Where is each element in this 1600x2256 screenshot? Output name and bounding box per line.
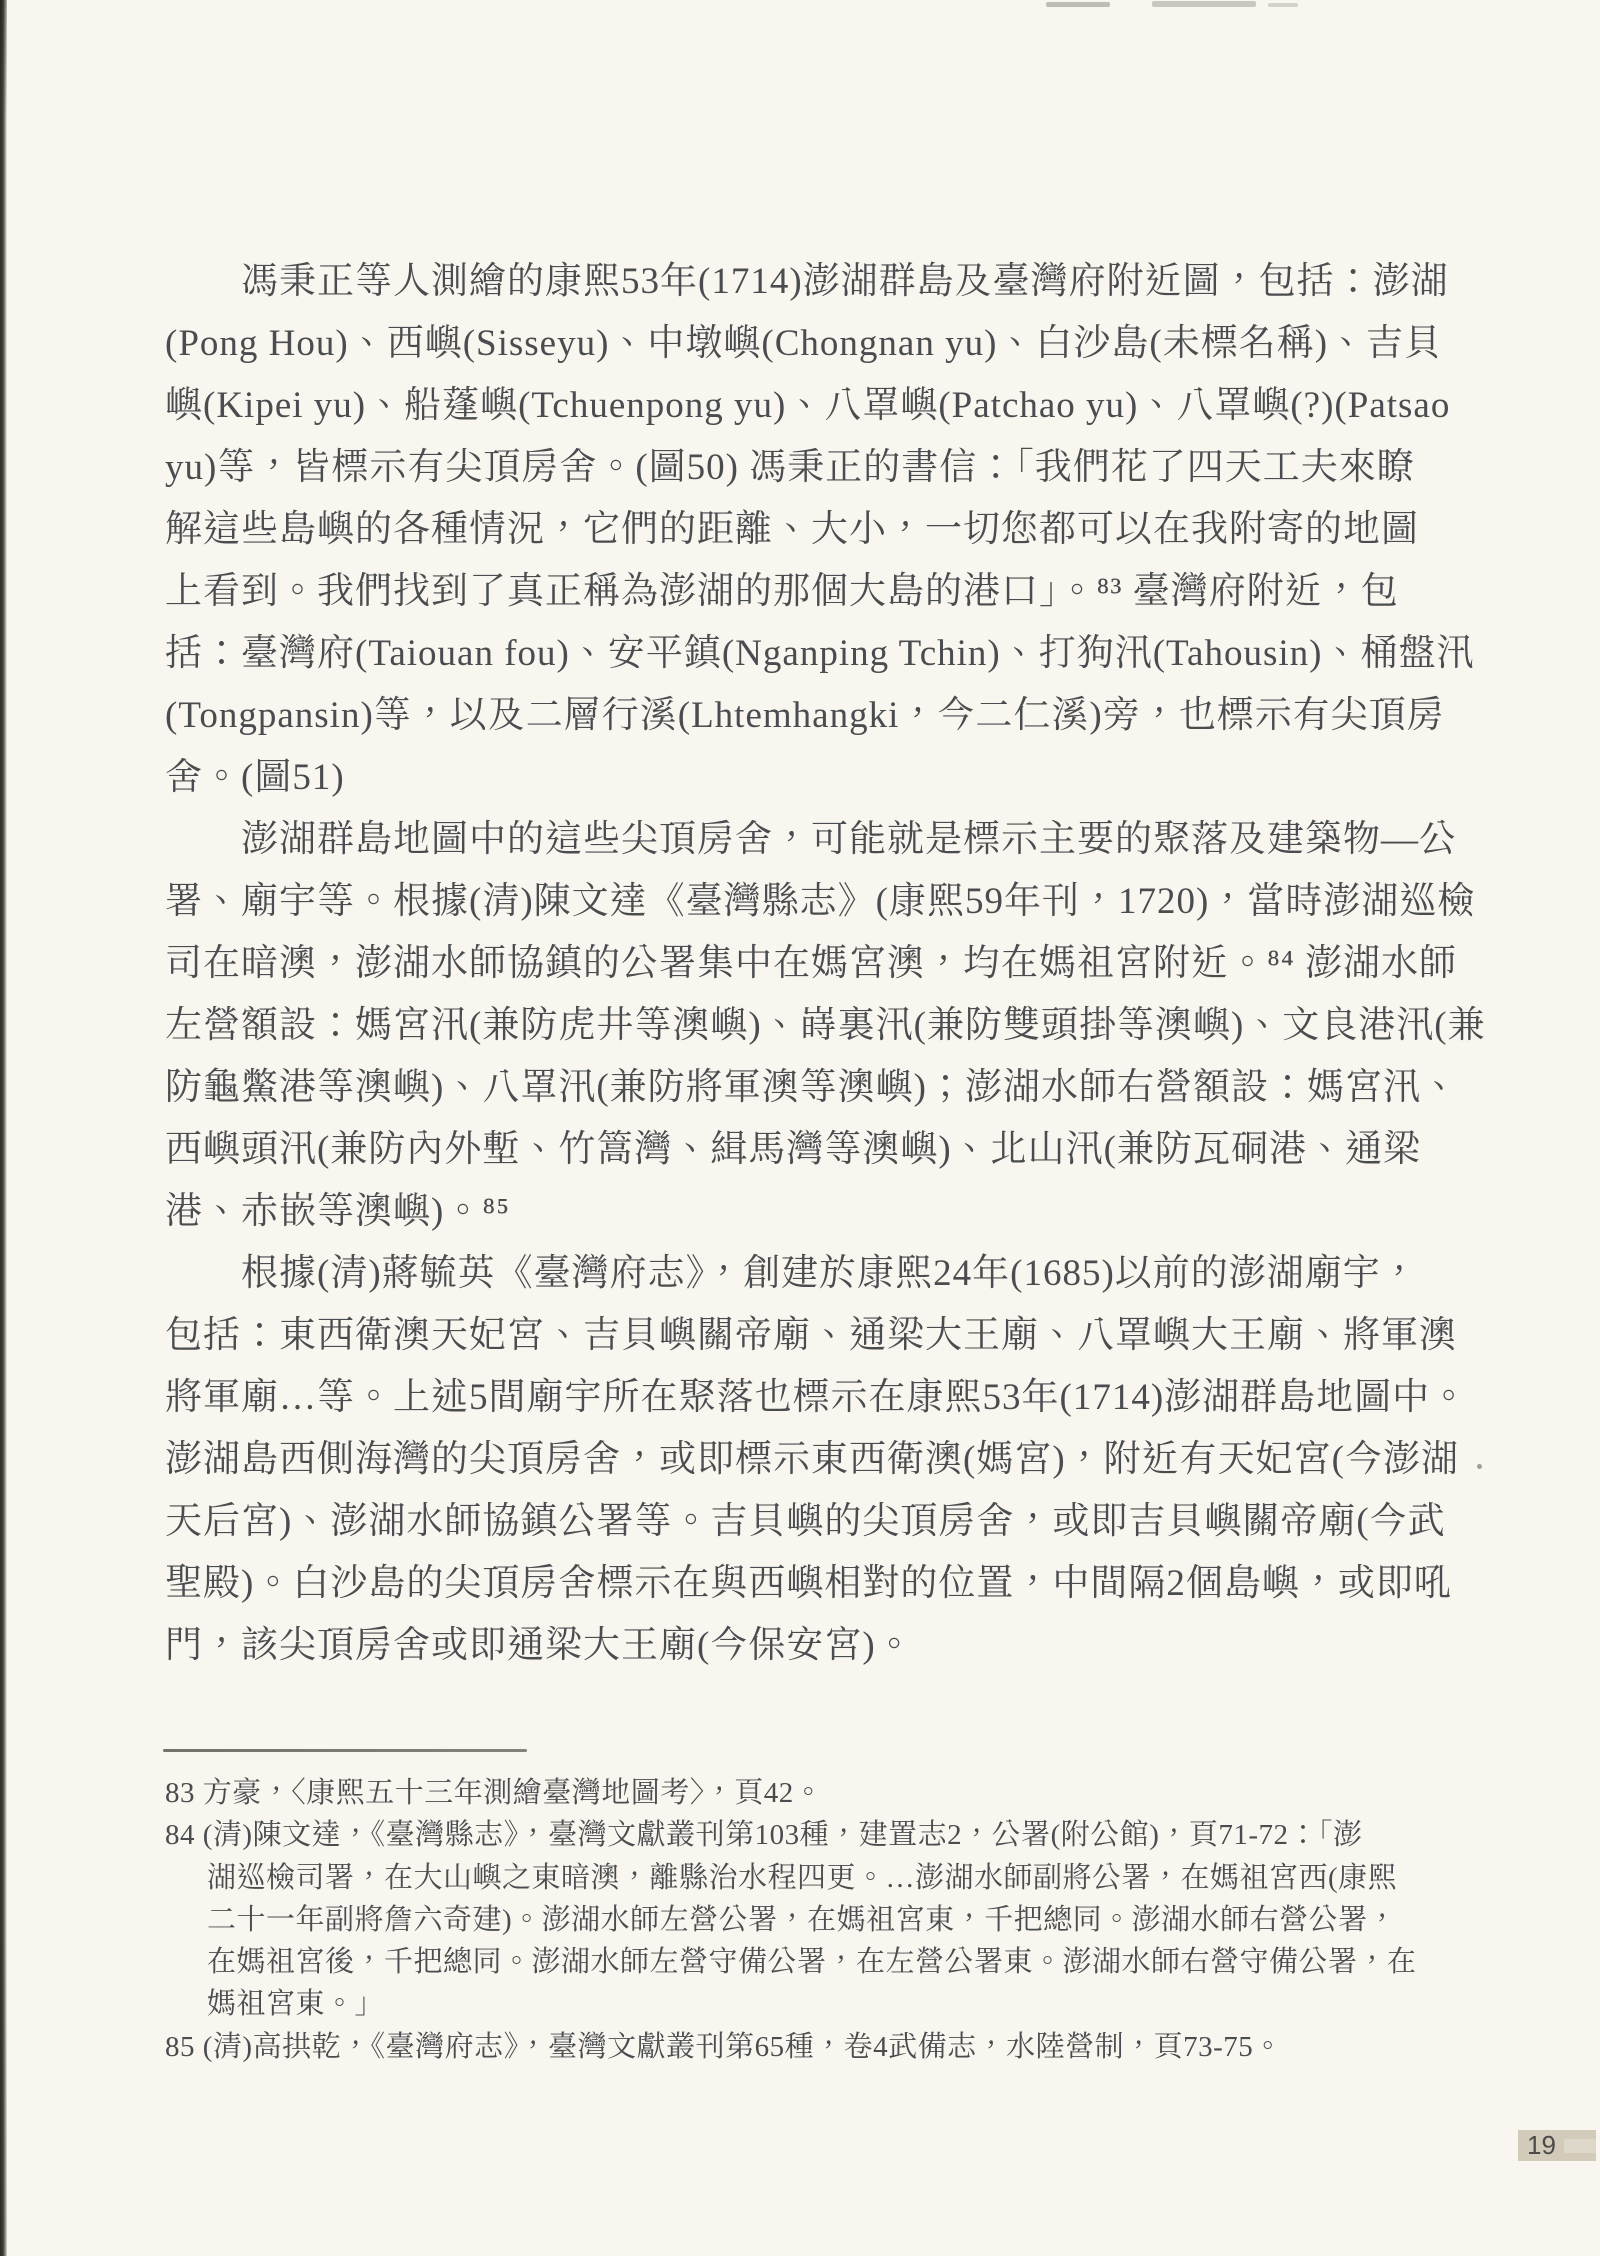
text-line: 澎湖群島地圖中的這些尖頂房舍，可能就是標示主要的聚落及建築物—公 <box>241 819 1457 860</box>
text-line: (Tongpansin)等，以及二層行溪(Lhtemhangki，今二仁溪)旁，也標示有尖頂房 <box>165 695 1445 736</box>
text-line: 上看到。我們找到了真正稱為澎湖的那個大島的港口」。⁸³ 臺灣府附近，包 <box>165 571 1399 612</box>
scan-artifact <box>1152 1 1256 7</box>
text-line: 包括：東西衛澳天妃宮、吉貝嶼關帝廟、通梁大王廟、八罩嶼大王廟、將軍澳 <box>165 1315 1457 1356</box>
footnote-line: 二十一年副將詹六奇建)。澎湖水師左營公署，在媽祖宮東，千把總同。澎湖水師右營公署， <box>207 1903 1398 1936</box>
page-number: 19 <box>1527 2130 1556 2160</box>
text-line: 港、赤嵌等澳嶼)。⁸⁵ <box>165 1191 511 1232</box>
text-line: 括：臺灣府(Taiouan fou)、安平鎮(Nganping Tchin)、打狗汛(Tahousin)、桶盤汛 <box>165 633 1475 674</box>
text-line: 西嶼頭汛(兼防內外塹、竹篙灣、緝馬灣等澳嶼)、北山汛(兼防瓦硐港、通梁 <box>165 1129 1421 1170</box>
text-line: 署、廟宇等。根據(清)陳文達《臺灣縣志》(康熙59年刊，1720)，當時澎湖巡檢 <box>165 881 1476 922</box>
footnote-line: 84 (清)陳文達，《臺灣縣志》，臺灣文獻叢刊第103種，建置志2，公署(附公館)，頁71-72：「澎 <box>165 1819 1363 1852</box>
footnotes <box>165 1772 1485 2068</box>
page-number-badge <box>1518 2130 1596 2161</box>
footnote-line: 媽祖宮東。」 <box>207 1988 385 2021</box>
text-line: 澎湖島西側海灣的尖頂房舍，或即標示東西衛澳(媽宮)，附近有天妃宮(今澎湖 <box>165 1439 1459 1480</box>
body-text <box>165 251 1486 1677</box>
text-line: 嶼(Kipei yu)、船蓬嶼(Tchuenpong yu)、八罩嶼(Patchao yu)、八罩嶼(?)(Patsao <box>165 385 1451 426</box>
text-line: 將軍廟…等。上述5間廟宇所在聚落也標示在康熙53年(1714)澎湖群島地圖中。 <box>165 1377 1469 1418</box>
footnote-line: 85 (清)高拱乾，《臺灣府志》，臺灣文獻叢刊第65種，卷4武備志，水陸營制，頁73-75。 <box>165 2030 1283 2063</box>
text-line: 門，該尖頂房舍或即通梁大王廟(今保安宮)。 <box>165 1625 914 1666</box>
text-line: 防龜鱉港等澳嶼)、八罩汛(兼防將軍澳等澳嶼)；澎湖水師右營額設：媽宮汛、 <box>165 1067 1459 1108</box>
text-line: 聖殿)。白沙島的尖頂房舍標示在與西嶼相對的位置，中間隔2個島嶼，或即吼 <box>165 1563 1452 1604</box>
scan-edge-line <box>0 0 7 2256</box>
text-line: 左營額設：媽宮汛(兼防虎井等澳嶼)、嵵裏汛(兼防雙頭掛等澳嶼)、文良港汛(兼 <box>165 1005 1486 1046</box>
footnote-line: 湖巡檢司署，在大山嶼之東暗澳，離縣治水程四更。…澎湖水師副將公署，在媽祖宮西(康熙 <box>207 1861 1398 1894</box>
scan-artifact-dot <box>1477 1464 1482 1469</box>
scan-artifact <box>1268 3 1298 7</box>
text-line: 解這些島嶼的各種情況，它們的距離、大小，一切您都可以在我附寄的地圖 <box>165 509 1419 550</box>
text-line: 司在暗澳，澎湖水師協鎮的公署集中在媽宮澳，均在媽祖宮附近。⁸⁴ 澎湖水師 <box>165 943 1458 984</box>
footnote-line: 在媽祖宮後，千把總同。澎湖水師左營守備公署，在左營公署東。澎湖水師右營守備公署，在 <box>207 1946 1417 1979</box>
footnote-separator <box>163 1749 527 1752</box>
text-line: (Pong Hou)、西嶼(Sisseyu)、中墩嶼(Chongnan yu)、白沙島(未標名稱)、吉貝 <box>165 323 1443 364</box>
text-line: 舍。(圖51) <box>165 757 345 798</box>
text-line: 馮秉正等人測繪的康熙53年(1714)澎湖群島及臺灣府附近圖，包括：澎湖 <box>241 261 1449 302</box>
text-line: 天后宮)、澎湖水師協鎮公署等。吉貝嶼的尖頂房舍，或即吉貝嶼關帝廟(今武 <box>165 1501 1446 1542</box>
text-line: yu)等，皆標示有尖頂房舍。(圖50) 馮秉正的書信：「我們花了四天工夫來瞭 <box>165 447 1415 488</box>
text-line: 根據(清)蔣毓英《臺灣府志》，創建於康熙24年(1685)以前的澎湖廟宇， <box>241 1253 1419 1294</box>
scan-artifact <box>1046 2 1110 7</box>
footnote-line: 83 方豪，〈康熙五十三年測繪臺灣地圖考〉，頁42。 <box>165 1777 824 1809</box>
